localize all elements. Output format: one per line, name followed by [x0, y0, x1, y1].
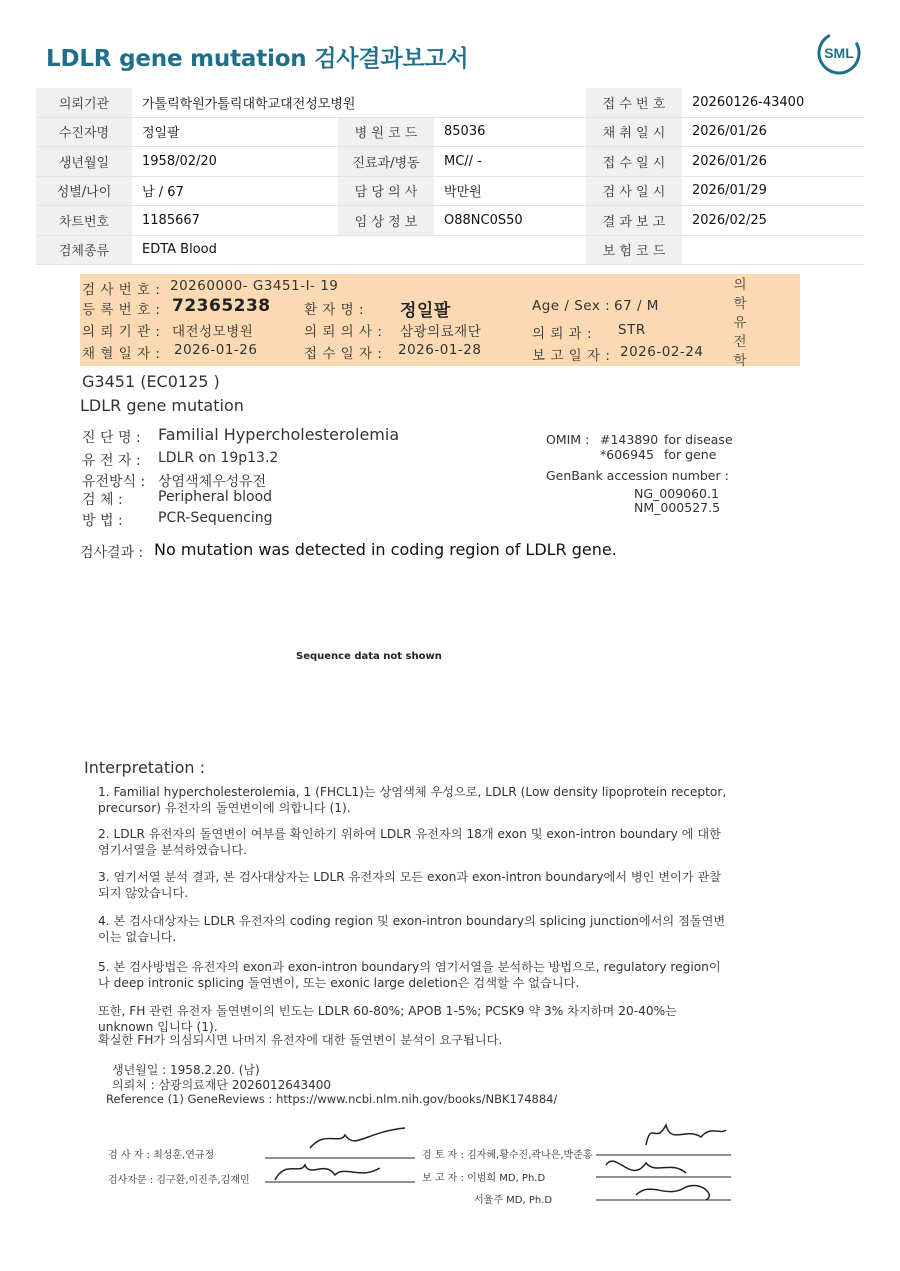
- field-label: 검 체 :: [82, 492, 123, 508]
- band-label: 환 자 명 :: [304, 302, 365, 318]
- info-value: EDTA Blood: [132, 235, 586, 265]
- info-value: 2026/02/25: [682, 206, 864, 236]
- table-row: [36, 206, 864, 236]
- age-sex: 67 / M: [614, 298, 659, 314]
- info-value: 1185667: [132, 206, 338, 236]
- logo-text: SML: [824, 45, 854, 61]
- test-code: G3451 (EC0125 ): [82, 372, 220, 391]
- info-label: 수진자명: [36, 117, 132, 147]
- info-value: 2026/01/26: [682, 117, 864, 147]
- table-row: [36, 88, 864, 117]
- table-row: [36, 235, 864, 265]
- field-label: 방 법 :: [82, 513, 123, 529]
- info-value: [682, 235, 864, 265]
- omim-disease: #143890: [600, 432, 659, 447]
- patient-info-table: [36, 88, 864, 265]
- band-label: Age / Sex :: [532, 298, 611, 314]
- result-label: 검사결과 :: [80, 545, 144, 561]
- info-value: 가톨릭학원가톨릭대학교대전성모병원: [132, 88, 586, 117]
- sequence-note: Sequence data not shown: [296, 651, 442, 662]
- gene: LDLR on 19p13.2: [158, 450, 279, 466]
- side-char: 전: [733, 334, 747, 350]
- field-label: 진 단 명 :: [82, 430, 141, 446]
- interpretation-paragraph: 3. 염기서열 분석 결과, 본 검사대상자는 LDLR 유전자의 모든 exon과 exon-intron boundary에서 병인 변이가 관찰되지 않았습니다.: [98, 870, 722, 900]
- band-label: 검 사 번 호 :: [82, 282, 161, 298]
- info-label: 성별/나이: [36, 176, 132, 206]
- info-value: 85036: [434, 117, 586, 147]
- omim-disease-note: for disease: [664, 432, 733, 447]
- info-value: 남 / 67: [132, 176, 338, 206]
- test-name: LDLR gene mutation: [80, 396, 244, 415]
- patient-name: [400, 296, 451, 321]
- info-label: 접 수 번 호: [586, 88, 682, 117]
- page-title: LDLR gene mutation 검사결과보고서: [46, 46, 469, 72]
- info-value: 정일팔: [132, 117, 338, 147]
- method: PCR-Sequencing: [158, 510, 273, 526]
- info-label: 생년월일: [36, 147, 132, 177]
- result-text: No mutation was detected in coding region of LDLR gene.: [154, 540, 617, 559]
- info-value: MC// -: [434, 147, 586, 177]
- info-value: 2026/01/26: [682, 147, 864, 177]
- field-label: 유 전 자 :: [82, 453, 141, 469]
- signature-graphic: [265, 1120, 415, 1195]
- info-value: 20260126-43400: [682, 88, 864, 117]
- info-value: 박만원: [434, 176, 586, 206]
- interpretation-paragraph: 4. 본 검사대상자는 LDLR 유전자의 coding region 및 exon-intron boundary의 splicing junction에서의 점돌연변이는 없습니다.: [98, 914, 726, 944]
- interpretation-paragraph: 5. 본 검사방법은 유전자의 exon과 exon-intron boundary의 염기서열을 분석하는 방법으로, regulatory region이나 deep intronic splicing 돌연변이, 또는 exonic large deletion은 검색할 수 없습니다.: [98, 960, 721, 990]
- side-char: 학: [733, 296, 747, 312]
- info-label: 보 험 코 드: [586, 235, 682, 265]
- band-label: 접 수 일 자 :: [304, 346, 383, 362]
- info-label: 담 당 의 사: [338, 176, 434, 206]
- specimen: Peripheral blood: [158, 489, 273, 505]
- side-char: 의: [733, 277, 747, 293]
- omim-gene: *606945: [600, 447, 654, 462]
- patient-name-value: 정일팔: [400, 301, 451, 321]
- side-char: 학: [733, 353, 747, 369]
- institution: 대전성모병원: [172, 324, 254, 340]
- report-date: 2026-02-24: [620, 344, 704, 360]
- table-row: [36, 147, 864, 177]
- field-label: 유전방식 :: [82, 474, 146, 490]
- diagnosis: Familial Hypercholesterolemia: [158, 425, 400, 444]
- signature-graphic: [596, 1115, 731, 1205]
- reviewer-label: 검 토 자 : 김자혜,황수진,곽나은,박준홍: [422, 1150, 593, 1161]
- info-label: 차트번호: [36, 206, 132, 236]
- doctor: 삼광의료재단: [400, 324, 482, 340]
- band-label: 채 혈 일 자 :: [82, 346, 161, 362]
- band-label: 등 록 번 호 :: [82, 302, 161, 318]
- registration-number-value: 72365238: [172, 296, 271, 316]
- table-row: [36, 176, 864, 206]
- assistant-label: 검사자문 : 김구환,이진주,김재민: [108, 1175, 250, 1186]
- genbank-accession: NM_000527.5: [634, 500, 721, 515]
- interpretation-paragraph: 또한, FH 관련 유전자 돌연변이의 빈도는 LDLR 60-80%; APOB 1-5%; PCSK9 약 3% 차지하며 20-40%는 unknown 입니다 (1).: [98, 1004, 677, 1034]
- info-label: 채 취 일 시: [586, 117, 682, 147]
- receive-date: 2026-01-28: [398, 342, 482, 358]
- reporter-label: 보 고 자 : 이범희 MD, Ph.D: [422, 1173, 546, 1184]
- info-label: 진료과/병동: [338, 147, 434, 177]
- side-char: 유: [733, 315, 747, 331]
- interpretation-heading: Interpretation :: [84, 758, 205, 777]
- genbank-accession: NG_009060.1: [634, 486, 719, 501]
- birth-info: 생년월일 : 1958.2.20. (남): [112, 1063, 260, 1077]
- info-value: 1958/02/20: [132, 147, 338, 177]
- omim-label: OMIM :: [546, 432, 590, 447]
- registration-number: [172, 296, 271, 316]
- band-side-text: [732, 276, 748, 371]
- reference: Reference (1) GeneReviews : https://www.ncbi.nlm.nih.gov/books/NBK174884/: [106, 1092, 558, 1106]
- omim-gene-note: for gene: [664, 447, 717, 462]
- info-label: 검체종류: [36, 235, 132, 265]
- department: STR: [618, 322, 646, 338]
- table-row: [36, 117, 864, 147]
- info-label: 병 원 코 드: [338, 117, 434, 147]
- info-label: 검 사 일 시: [586, 176, 682, 206]
- info-label: 접 수 일 시: [586, 147, 682, 177]
- interpretation-paragraph: 1. Familial hypercholesterolemia, 1 (FHCL1)는 상염색체 우성으로, LDLR (Low density lipoprotein receptor, precursor) 유전자의 돌연변이에 의합니다 (1).: [98, 785, 727, 815]
- reporter2-label: 서율주 MD, Ph.D: [474, 1195, 553, 1206]
- info-label: 임 상 정 보: [338, 206, 434, 236]
- info-label: 결 과 보 고: [586, 206, 682, 236]
- interpretation-paragraph: 2. LDLR 유전자의 돌연변이 여부를 확인하기 위하여 LDLR 유전자의 18개 exon 및 exon-intron boundary 에 대한 염기서열을 분석하였습니다.: [98, 827, 721, 857]
- band-label: 의 뢰 기 관 :: [82, 324, 161, 340]
- info-label: 의뢰기관: [36, 88, 132, 117]
- info-value: 2026/01/29: [682, 176, 864, 206]
- inheritance: 상염색체우성유전: [158, 474, 267, 490]
- interpretation-paragraph: 확실한 FH가 의심되시면 나머지 유전자에 대한 돌연변이 분석이 요구됩니다.: [98, 1033, 503, 1047]
- tester-label: 검 사 자 : 최성훈,연규정: [108, 1150, 215, 1161]
- collection-date: 2026-01-26: [174, 342, 258, 358]
- sml-logo: [816, 30, 862, 76]
- band-label: 의 뢰 의 사 :: [304, 324, 383, 340]
- genbank-label: GenBank accession number :: [546, 468, 729, 483]
- band-label: 보 고 일 자 :: [532, 348, 611, 364]
- info-value: O88NC0S50: [434, 206, 586, 236]
- band-label: 의 뢰 과 :: [532, 326, 593, 342]
- exam-number: 20260000- G3451-I- 19: [170, 278, 339, 294]
- referrer-info: 의뢰처 : 삼광의료재단 2026012643400: [112, 1078, 332, 1092]
